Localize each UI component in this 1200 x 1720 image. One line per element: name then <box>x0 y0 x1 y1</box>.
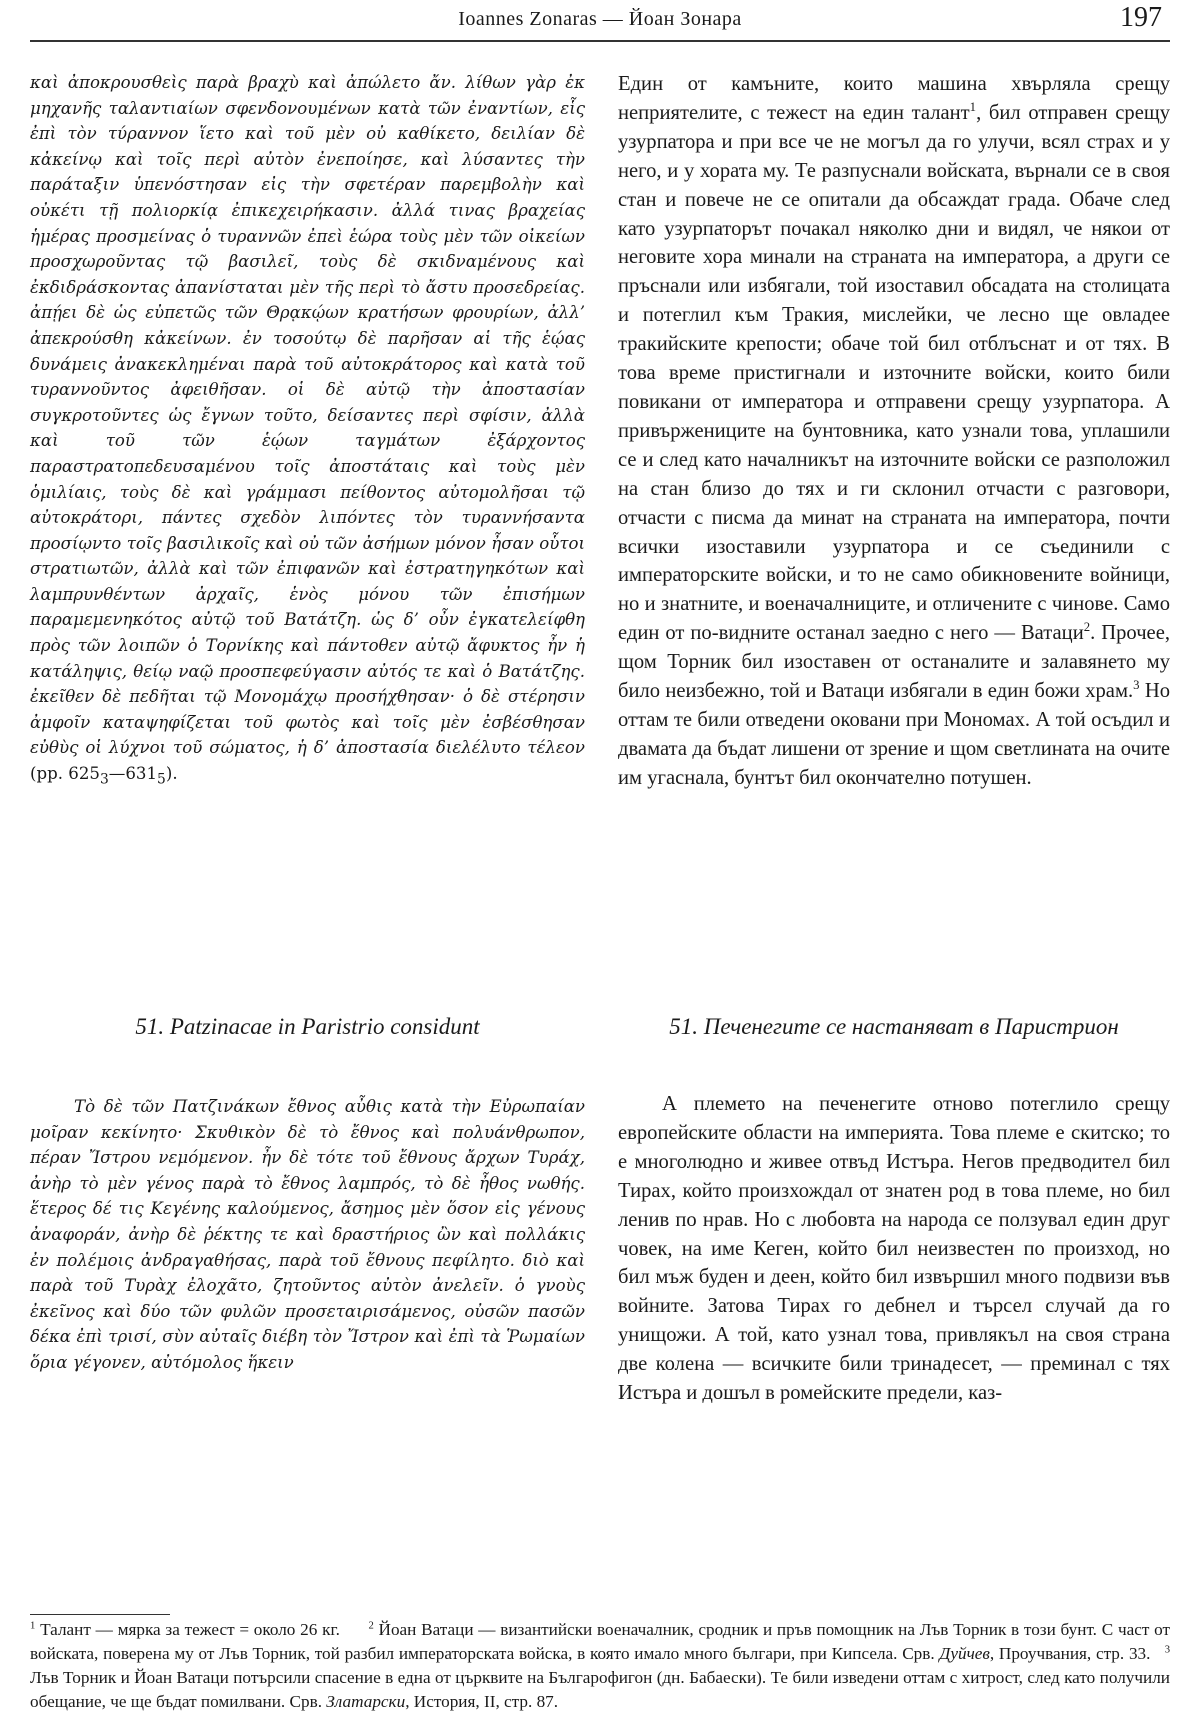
page-number: 197 <box>1120 2 1162 33</box>
footnote-ref-2: 2 <box>1083 620 1091 635</box>
bulgarian-text-column-2 <box>618 1090 1170 1408</box>
footnote-3-author: Златарски <box>326 1692 406 1711</box>
greek-paragraph-2: Τὸ δὲ τῶν Πατζινάκων ἔθνος αὖθις κατὰ τὴν Εὐρωπαίαν μοῖραν κεκίνητο· Σκυθικὸν δὲ τὸ ἔθνος καὶ πολυάνθρωπον, πέραν Ἴστρου νεμόμενον. ἦν δὲ τότε τοῦ ἔθνους ἄρχων Τυράχ, ἀνὴρ τὸ μὲν γένος παρὰ τὸ ἔθνος λαμπρός, τὸ δὲ ἦθος νωθής. ἕτερος δέ τις Κεγένης καλούμενος, ἄσημος μὲν ὅσον εἰς γένους ἀναφοράν, ἀνὴρ δὲ ῥέκτης τε καὶ δραστήριος ὢν καὶ πολλάκις ἐν πολέμοις ἀνδραγαθήσας, παρὰ τοῦ ἔθνους πεφίλητο. διὸ καὶ παρὰ τοῦ Τυρὰχ ἐλοχᾶτο, ζητοῦντος αὐτὸν ἀνελεῖν. ὁ γνοὺς ἐκεῖνος καὶ δύο τῶν φυλῶν προσεταιρισάμενος, οὐσῶν πασῶν δέκα ἐπὶ τρισί, σὺν αὐταῖς διέβη τὸν Ἴστρον καὶ ἐπὶ τὰ Ῥωμαίων ὅρια γέγονεν, αὐτόμολος ἥκειν <box>30 1097 585 1372</box>
footnote-2: $^2$ Йоан Ватаци — византийски военачалник, сродник и пръв помощник на Лъв Торник в този бунт. С част от войската, поверена му от Лъв Торник, той разбил императорската войска, в която имало много българи, при Кипсела. Срв. Дуйчев, Проучвания, стр. 33. <box>30 1620 1170 1663</box>
footnotes <box>30 1618 1170 1714</box>
running-header <box>30 4 1170 42</box>
greek-paragraph-1 <box>30 70 585 793</box>
greek-text: καὶ ἀποκρουσθεὶς παρὰ βραχὺ καὶ ἀπώλετο ἄν. λίθων γὰρ ἐκ μηχανῆς ταλαντιαίων σφενδονουμένων κατὰ τῶν ἐναντίων, εἷς ἐπὶ τὸν τύραννον ἵετο καὶ τοῦ μὲν οὐ καθίκετο, δειλίαν δὲ κἀκείνῳ καὶ τοῖς περὶ αὐτὸν ἐνεποίησε, καὶ λύσαντες τὴν παράταξιν ὑπενόστησαν εἰς τὴν σφετέραν παρεμβολὴν καὶ οὐκέτι τῇ πολιορκίᾳ ἐπικεχειρήκασιν. ἀλλά τινας βραχείας ἡμέρας προσμείνας ὁ τυραννῶν ἐπεὶ ἑώρα τοὺς μὲν τῶν οἰκείων προσχωροῦντας τῷ βασιλεῖ, τοὺς δὲ σκιδναμένους καὶ ἐκδιδράσκοντας ἀπανίσταται μὲν τῆς περὶ τὸ ἄστυ προσεδρείας. ἀπῄει δὲ ὡς εὐπετῶς τῶν Θρᾳκῴων κρατήσων φρουρίων, ἀλλ’ ἀπεκρούσθη κἀκείνων. ἐν τοσούτῳ δὲ παρῆσαν αἱ τῆς ἑῴας δυνάμεις ἀνακεκλημέναι παρὰ τοῦ αὐτοκράτορος καὶ κατὰ τοῦ τυραννοῦντος ἀφειθῆσαν. οἱ δὲ αὐτῷ τὴν ἀποστασίαν συγκροτοῦντες ὡς ἔγνων τοῦτο, δείσαντες περὶ σφίσιν, ἀλλὰ καὶ τοῦ τῶν ἑῴων ταγμάτων ἐξάρχοντος παραστρατοπεδευσαμένου τοῖς ἀποστάταις καὶ τοὺς μὲν ὁμιλίαις, τοὺς δὲ καὶ γράμμασι πείθοντος αὐτομολῆσαι τῷ αὐτοκράτορι, πάντες σχεδὸν λιπόντες τὸν τυραννήσαντα προσίῳντο τοῖς βασιλικοῖς καὶ οὐ τῶν ἀσήμων μόνον ἦσαν οὗτοι στρατιωτῶν, ἀλλὰ καὶ τῶν ἐπιφανῶν καὶ ἐστρατηγηκότων καὶ λαμπρυνθέντων ἀρχαῖς, ἑνὸς μόνου τῶν ἐπισήμων παραμεμενηκότος αὐτῷ τοῦ Βατάτζη. ὡς δ’ οὖν ἐγκατελείφθη πρὸς τῶν λοιπῶν ὁ Τορνίκης καὶ πάντοθεν αὐτῷ ἄφυκτος ἦν ἡ κατάληψις, θείῳ ναῷ προσπεφεύγασιν αὐτός τε καὶ ὁ Βατάτζης. ἐκεῖθεν δὲ πεδῆται τῷ Μονομάχῳ προσήχθησαν· ὁ δὲ στέρησιν ἀμφοῖν καταψηφίζεται τοῦ φωτὸς καὶ τοῖς μὲν ἐσβέσθησαν εὐθὺς οἱ λύχνοι τοῦ σώματος, ἡ δ’ ἀποστασία διελέλυτο τέλεον <box>30 73 585 758</box>
section-heading-latin: 51. Patzinacae in Paristrio considunt <box>135 1014 480 1039</box>
footnote-ref-3: 3 <box>1133 678 1140 693</box>
footnote-ref-1: 1 <box>969 100 977 115</box>
running-title: Ioannes Zonaras — Йоан Зонара <box>458 8 742 30</box>
footnote-1: $^1$ Талант — мярка за тежест = около 26 кг. <box>30 1620 340 1639</box>
greek-text-column-2 <box>30 1094 585 1376</box>
greek-page-ref: (pp. $625_3—631_5$). <box>30 764 178 788</box>
bulgarian-paragraph-2: А племето на печенегите отново потеглило срещу европейските области на империята. Това племе е скитско; то е многолюдно и живее отвъд Истъра. Негов предводител бил Тирах, който произхождал от знатен род в това племе, но бил ленив по нрав. Но с любовта на народа се ползувал един друг човек, на име Кеген, който бил неизвестен по произход, но бил мъж буден и деен, който бил извършил много подвизи във войните. Затова Тирах го дебнел и търсел случай да го унищожи. А той, като узнал това, привлякъл на своя страна две колена — всичките били тринадесет, — преминал с тях Истъра и дошъл в ромейските предели, каз- <box>618 1093 1170 1405</box>
footnote-rule <box>30 1614 170 1615</box>
greek-text-column-1 <box>30 70 585 793</box>
section-heading-bulgarian: 51. Печенегите се настаняват в Паристрион <box>669 1014 1119 1039</box>
footnote-3: $^3$ Лъв Торник и Йоан Ватаци потърсили спасение в една от църквите на Българофигон (дн. Бабаески). Те били изведени оттам с хитрост, след като получили обещание, че ще бъдат помилвани. Срв. Златарски, История, II, стр. 87. <box>30 1644 1171 1711</box>
bulgarian-paragraph-1: Един от камъните, които машина хвърляла срещу неприятелите, с тежест на един талант$^1$, бил отправен срещу узурпатора и при все че не могъл да го улучи, всял страх и у него, и у хората му. Те разпуснали войската, върнали се в своя стан и повече не се опитали да обсаждат града. Обаче след като узурпаторът почакал няколко дни и видял, че някои от неговите хора минали на страната на императора, а други се пръснали или избягали, той изоставил обсадата на столицата и потеглил към Тракия, мислейки, че лесно ще овладее тракийските крепости; обаче той бил отблъснат и от тях. В това време пристигнали и източните войски, които били повикани от императора и отправени срещу узурпатора. А привържениците на бунтовника, като узнали това, уплашили се и след като началникът на източните войски се разположил на стан близо до тях и ги склонил отчасти с разговори, отчасти с писма да минат на страната на императора, почти всички изоставили узурпатора и се съединили с императорските войски, и то не само обикновените войници, но и знатните, и военачалниците, и отличените с чинове. Само един от по-видните останал заедно с него — Ватаци$^2$. Прочее, щом Торник бил изоставен от останалите и залавянето му било неизбежно, той и Ватаци избягали в един божи храм.$^3$ Но оттам те били отведени оковани при Мономах. А той осъдил и двамата да бъдат лишени от зрение и щом светлината на очите им угаснала, бунтът бил окончателно потушен. <box>618 73 1170 789</box>
footnote-2-author: Дуйчев <box>939 1644 990 1663</box>
bulgarian-text-column-1 <box>618 70 1170 793</box>
